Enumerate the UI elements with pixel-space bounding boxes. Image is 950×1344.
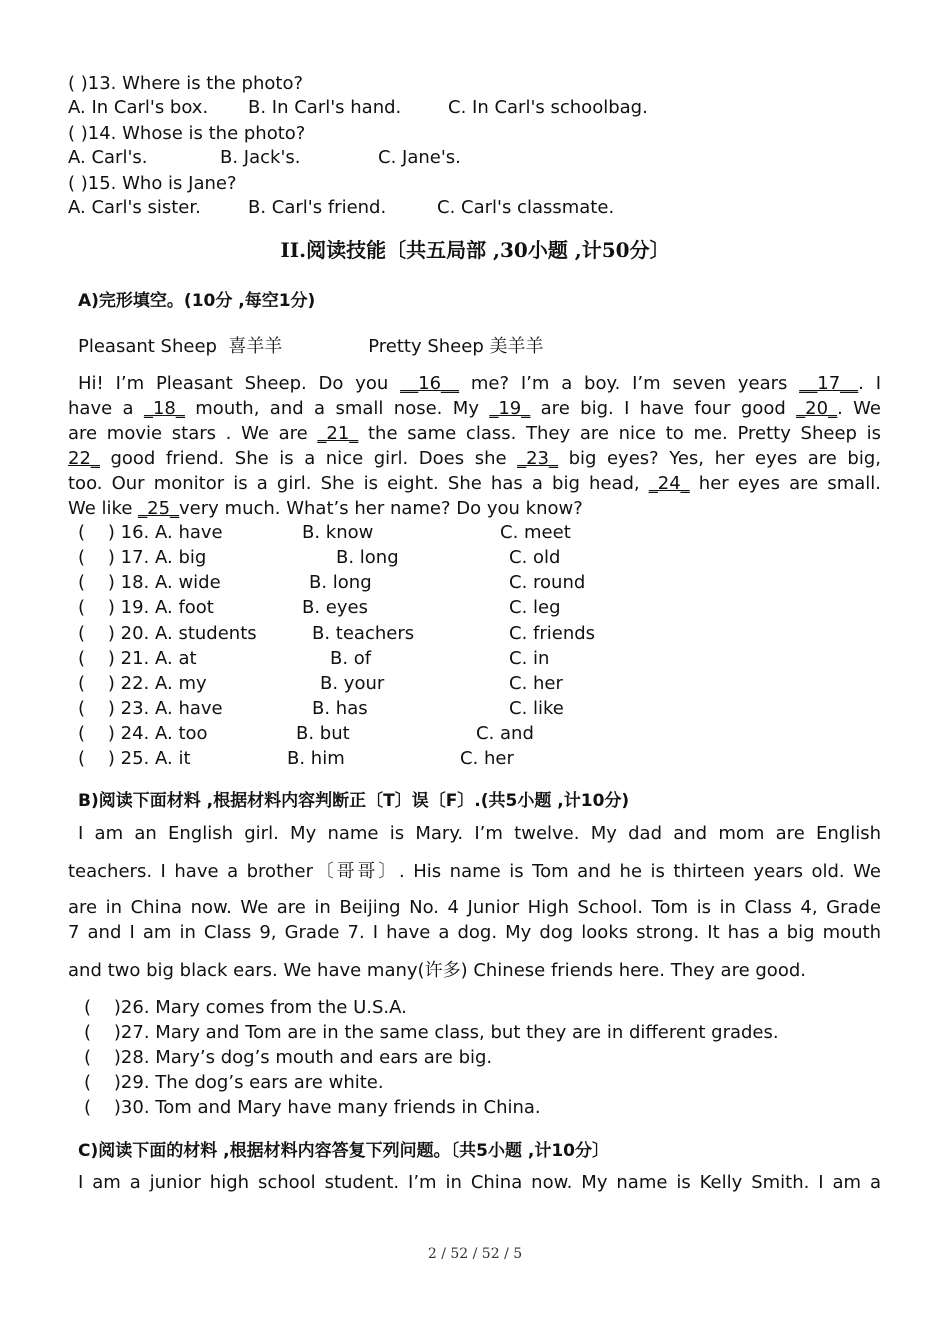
option-c: C. like (509, 698, 564, 719)
passage-line: are in China now. We are in Beijing No. 4 Junior High School. Tom is in Class 4, Grade (68, 897, 881, 918)
option-b: B. Jack's. (220, 147, 301, 168)
option-c: C. meet (500, 522, 571, 543)
blank-20: _20_ (796, 398, 838, 419)
option-a: A. Carl's. (68, 147, 148, 168)
blank-25: _25_ (138, 498, 180, 519)
question-14: ( )14. Whose is the photo? (68, 123, 306, 144)
section-a-heading: A)完形填空。(10分 ,每空1分) (78, 291, 316, 311)
option-b: B. of (330, 648, 372, 669)
question-26: ( )26. Mary comes from the U.S.A. (84, 997, 407, 1018)
option-b: B. long (336, 547, 399, 568)
option-b: B. teachers (312, 623, 415, 644)
passage-line: too. Our monitor is a girl. She is eight. She has a big head, _24_ her eyes are small. (68, 473, 881, 494)
option-c: C. and (476, 723, 534, 744)
question-number: ( ) 25. A. it (78, 748, 191, 769)
section-c-heading: C)阅读下面的材料 ,根据材料内容答复下列问题。〔共5小题 ,计10分〕 (78, 1141, 609, 1161)
option-b: B. has (312, 698, 368, 719)
blank-19: _19_ (489, 398, 531, 419)
question-number: ( ) 17. A. big (78, 547, 207, 568)
question-27: ( )27. Mary and Tom are in the same class, but they are in different grades. (84, 1022, 779, 1043)
option-a: A. Carl's sister. (68, 197, 201, 218)
passage-line: are movie stars . We are _21_ the same class. They are nice to me. Pretty Sheep is (68, 423, 882, 444)
option-c: C. her (460, 748, 514, 769)
blank-16: __16__ (400, 373, 460, 394)
question-number: ( ) 21. A. at (78, 648, 197, 669)
question-29: ( )29. The dog’s ears are white. (84, 1072, 384, 1093)
blank-22: 22_ (68, 448, 100, 469)
blank-17: __17__ (799, 373, 859, 394)
blank-24: _24_ (648, 473, 690, 494)
question-number: ( ) 22. A. my (78, 673, 207, 694)
blank-21: _21_ (317, 423, 359, 444)
option-c: C. Carl's classmate. (437, 197, 615, 218)
option-b: B. long (309, 572, 372, 593)
passage-line: I am a junior high school student. I’m in China now. My name is Kelly Smith. I am a (78, 1172, 881, 1193)
option-a: A. In Carl's box. (68, 97, 209, 118)
page-number: 2 / 52 / 52 / 5 (427, 1246, 523, 1262)
option-c: C. her (509, 673, 563, 694)
option-b: B. him (287, 748, 345, 769)
option-b: B. your (320, 673, 385, 694)
cloze-passage (68, 372, 881, 521)
option-b: B. In Carl's hand. (248, 97, 402, 118)
section-b-heading: B)阅读下面材料 ,根据材料内容判断正〔T〕误〔F〕.(共5小题 ,计10分) (78, 791, 630, 811)
passage-line: teachers. I have a brother〔哥哥〕. His name is Tom and he is thirteen years old. We (68, 861, 881, 882)
passage-line: 7 and I am in Class 9, Grade 7. I have a dog. My dog looks strong. It has a big mouth (68, 922, 881, 943)
option-c: C. In Carl's schoolbag. (448, 97, 648, 118)
option-c: C. Jane's. (378, 147, 461, 168)
option-c: C. in (509, 648, 550, 669)
passage-line: We like _25_very much. What’s her name? Do you know? (68, 498, 583, 519)
question-number: ( ) 24. A. too (78, 723, 208, 744)
character-names: Pleasant Sheep 喜羊羊 Pretty Sheep 美羊羊 (78, 336, 544, 357)
passage-line: have a _18_ mouth, and a small nose. My _19_ are big. I have four good _20_. We (68, 398, 882, 419)
option-c: C. friends (509, 623, 596, 644)
passage-line: Hi! I’m Pleasant Sheep. Do you __16__ me? I’m a boy. I’m seven years __17__. I (78, 373, 882, 394)
blank-23: _23_ (517, 448, 559, 469)
question-number: ( ) 18. A. wide (78, 572, 221, 593)
passage-line: and two big black ears. We have many(许多) Chinese friends here. They are good. (68, 960, 806, 981)
option-c: C. leg (509, 597, 561, 618)
question-28: ( )28. Mary’s dog’s mouth and ears are big. (84, 1047, 493, 1068)
question-number: ( ) 19. A. foot (78, 597, 214, 618)
blank-18: _18_ (143, 398, 185, 419)
question-number: ( ) 23. A. have (78, 698, 223, 719)
question-number: ( ) 16. A. have (78, 522, 223, 543)
question-30: ( )30. Tom and Mary have many friends in China. (84, 1097, 541, 1118)
question-15: ( )15. Who is Jane? (68, 173, 237, 194)
option-b: B. Carl's friend. (248, 197, 387, 218)
passage-line: 22_ good friend. She is a nice girl. Does she _23_ big eyes? Yes, her eyes are big, (68, 448, 881, 469)
question-number: ( ) 20. A. students (78, 623, 257, 644)
option-b: B. know (302, 522, 374, 543)
passage-line: I am an English girl. My name is Mary. I’m twelve. My dad and mom are English (78, 823, 881, 844)
option-c: C. round (509, 572, 586, 593)
option-b: B. eyes (302, 597, 368, 618)
part-title: II.阅读技能〔共五局部 ,30小题 ,计50分〕 (280, 238, 670, 262)
option-c: C. old (509, 547, 561, 568)
option-b: B. but (296, 723, 350, 744)
question-13: ( )13. Where is the photo? (68, 73, 304, 94)
